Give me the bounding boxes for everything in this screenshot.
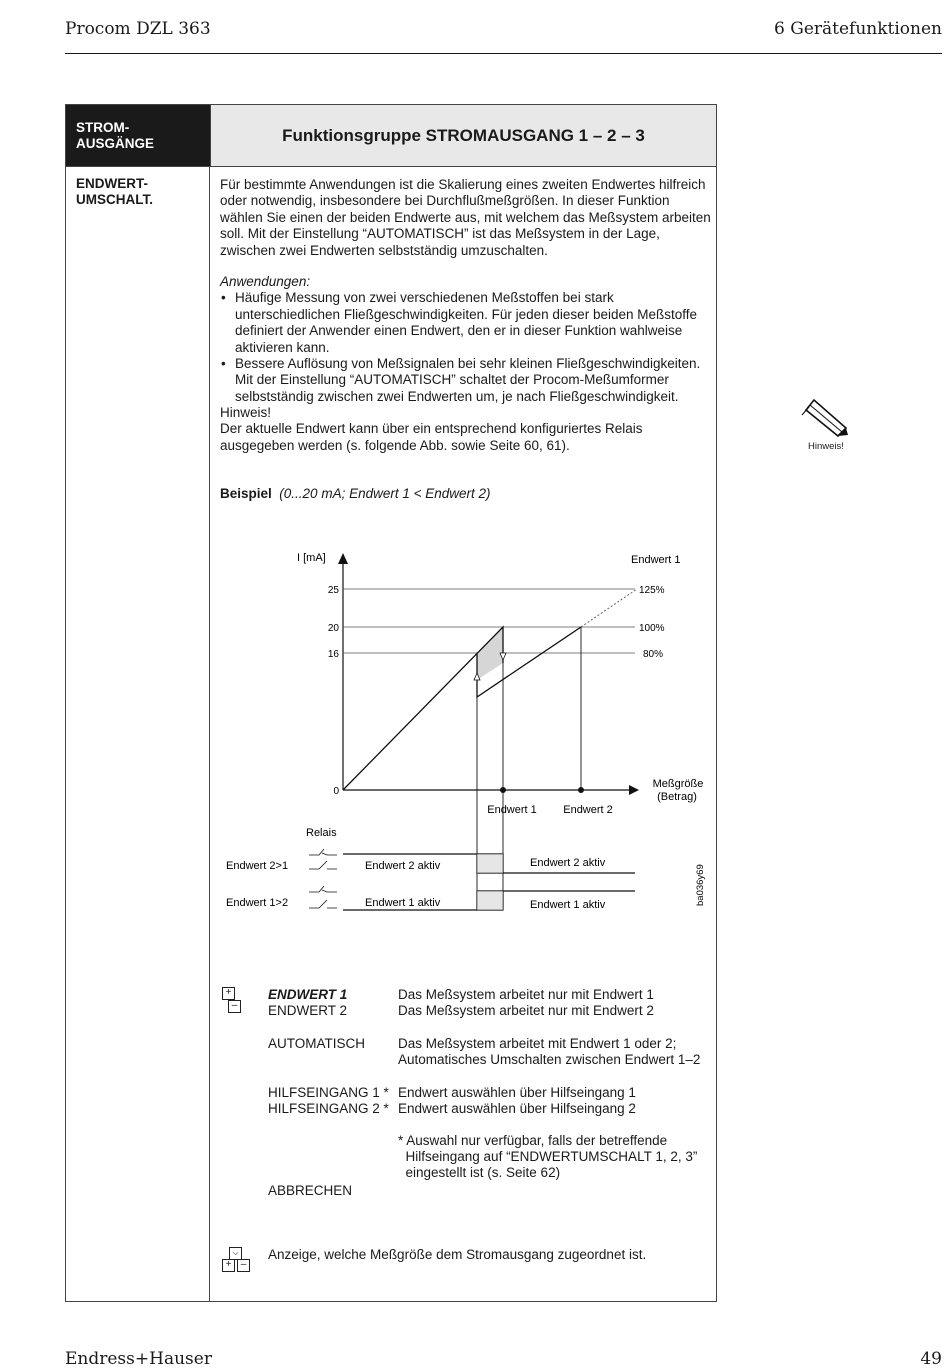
relay-contact-no-icon <box>309 900 337 908</box>
function-label-line-2: UMSCHALT. <box>76 192 153 207</box>
page-number: 49 <box>920 1349 942 1369</box>
y-axis-arrow <box>338 553 348 564</box>
x-marker-label: Endwert 1 <box>487 804 537 816</box>
note-heading: Hinweis! <box>220 405 272 420</box>
note-text: Der aktuelle Endwert kann über ein entsprechend konfiguriertes Relais ausgegeben werden (s. folgende Abb. sowie Seite 60, 61). <box>220 421 643 453</box>
option-name: ENDWERT 1 <box>268 987 348 1002</box>
plus-key-icon: + <box>222 1259 235 1272</box>
relay-state-right: Endwert 1 aktiv <box>530 899 606 911</box>
option-name: HILFSEINGANG 1 * <box>268 1085 389 1100</box>
applications-block <box>220 274 715 405</box>
section-label <box>66 105 210 166</box>
example-label: Beispiel <box>220 486 272 501</box>
section-label-line-2: AUSGÄNGE <box>76 136 155 151</box>
applications-list <box>220 290 715 405</box>
marker-endwert-1 <box>500 787 506 793</box>
marker-endwert-2 <box>578 787 584 793</box>
percent-label: 100% <box>639 623 665 634</box>
relay-state-left: Endwert 1 aktiv <box>365 897 441 909</box>
example-detail: (0...20 mA; Endwert 1 < Endwert 2) <box>279 486 491 501</box>
figure-code: ba036y69 <box>695 864 706 906</box>
example-heading <box>220 486 715 502</box>
plus-minus-combo-keys-icon <box>222 1247 254 1275</box>
footnote-line: Hilfseingang auf “ENDWERTUMSCHALT 1, 2, 3” <box>398 1149 698 1164</box>
x-axis-arrow <box>629 785 639 795</box>
option-name: AUTOMATISCH <box>268 1036 366 1051</box>
table-divider-horizontal <box>66 166 716 167</box>
x-axis-label-1: Meßgröße <box>652 778 704 790</box>
plus-key-icon: + <box>222 987 235 1000</box>
intro-paragraph <box>220 177 715 259</box>
y-tick-label: 20 <box>327 623 339 634</box>
y-tick-label: 16 <box>327 649 339 660</box>
x-marker-label: Endwert 2 <box>563 804 613 816</box>
option-desc: Endwert auswählen über Hilfseingang 1 <box>398 1085 636 1100</box>
minus-key-icon: – <box>228 1000 241 1013</box>
percent-label: 80% <box>643 649 664 660</box>
side-note-label: Hinweis! <box>808 441 844 452</box>
list-item: • Bessere Auflösung von Meßsignalen bei sehr kleinen Fließgeschwindigkeiten. Mit der Einstellung “AUTOMATISCH” schaltet der Procom-Meßumformer selbstständig zwischen zwei Endwerten um, je nach Fließgeschwindigkeit. <box>235 356 715 405</box>
plus-minus-keys-icon <box>222 987 242 1015</box>
function-group-title: Funktionsgruppe STROMAUSGANG 1 – 2 – 3 <box>210 105 716 166</box>
header-chapter: 6 Gerätefunktionen <box>774 19 942 39</box>
pencil-note-icon <box>800 398 852 438</box>
footnote-line: eingestellt ist (s. Seite 62) <box>398 1165 561 1180</box>
header-rule <box>65 53 942 54</box>
display-note: Anzeige, welche Meßgröße dem Stromausgang zugeordnet ist. <box>268 1247 647 1262</box>
relay-contact-nc-icon <box>309 849 337 855</box>
relay-state-left: Endwert 2 aktiv <box>365 860 441 872</box>
curve-endwert-1 <box>343 627 503 790</box>
option-name: HILFSEINGANG 2 * <box>268 1101 389 1116</box>
x-axis-label-2: (Betrag) <box>657 791 697 803</box>
section-label-line-1: STROM- <box>76 120 130 135</box>
footnote-line: * Auswahl nur verfügbar, falls der betreffende <box>398 1133 668 1148</box>
list-item: • Häufige Messung von zwei verschiedenen Meßstoffen bei stark unterschiedlichen Fließgeschwindigkeiten. Für jeden dieser beiden Meßstoffe definiert der Anwender einen Endwert, den er in dieser Funktion wahlweise aktivieren kann. <box>235 290 715 356</box>
end-value-diagram <box>65 540 725 920</box>
relay-switch-area <box>477 854 503 873</box>
relay-row-name: Endwert 2>1 <box>226 860 289 872</box>
header-title: Procom DZL 363 <box>65 19 211 39</box>
applications-heading: Anwendungen: <box>220 274 311 289</box>
y-axis-label: I [mA] <box>297 552 326 564</box>
relay-contact-nc-icon <box>309 886 337 892</box>
y-tick-label: 0 <box>333 786 339 797</box>
relay-switch-area <box>477 891 503 910</box>
percent-label: 125% <box>639 585 665 596</box>
option-desc: Das Meßsystem arbeitet nur mit Endwert 2 <box>398 1003 654 1018</box>
relay-state-right: Endwert 2 aktiv <box>530 857 606 869</box>
function-label-line-1: ENDWERT- <box>76 176 148 191</box>
intro-text: Für bestimmte Anwendungen ist die Skalierung eines zweiten Endwertes hilfreich oder notwendig, insbesondere bei Durchflußmeßgrößen. In dieser Funktion wählen Sie einen der beiden Endwerte aus, mit welchem das Meßsystem arbeiten soll. Mit der Einstellung “AUTOMATISCH” ist das Meßsystem in der Lage, zwischen zwei Endwerten selbstständig umzuschalten. <box>220 177 711 258</box>
hysteresis-area <box>477 627 503 680</box>
option-desc: Das Meßsystem arbeitet nur mit Endwert 1 <box>398 987 654 1002</box>
option-desc: Automatisches Umschalten zwischen Endwert 1–2 <box>398 1052 701 1067</box>
footer-brand: Endress+Hauser <box>65 1349 212 1369</box>
function-label <box>76 176 153 208</box>
relay-label: Relais <box>306 827 337 839</box>
option-name: ABBRECHEN <box>268 1183 353 1198</box>
minus-key-icon: – <box>237 1259 250 1272</box>
enter-key-icon: ⌵ <box>229 1247 242 1260</box>
option-desc: Das Meßsystem arbeitet mit Endwert 1 oder 2; <box>398 1036 677 1051</box>
relay-row-name: Endwert 1>2 <box>226 897 289 909</box>
note-block <box>220 405 715 454</box>
endwert-1-label: Endwert 1 <box>631 554 681 566</box>
relay-contact-no-icon <box>309 861 337 869</box>
option-desc: Endwert auswählen über Hilfseingang 2 <box>398 1101 636 1116</box>
option-name: ENDWERT 2 <box>268 1003 348 1018</box>
y-tick-label: 25 <box>327 585 339 596</box>
extrapolation-line <box>581 589 637 627</box>
side-note <box>800 398 852 452</box>
